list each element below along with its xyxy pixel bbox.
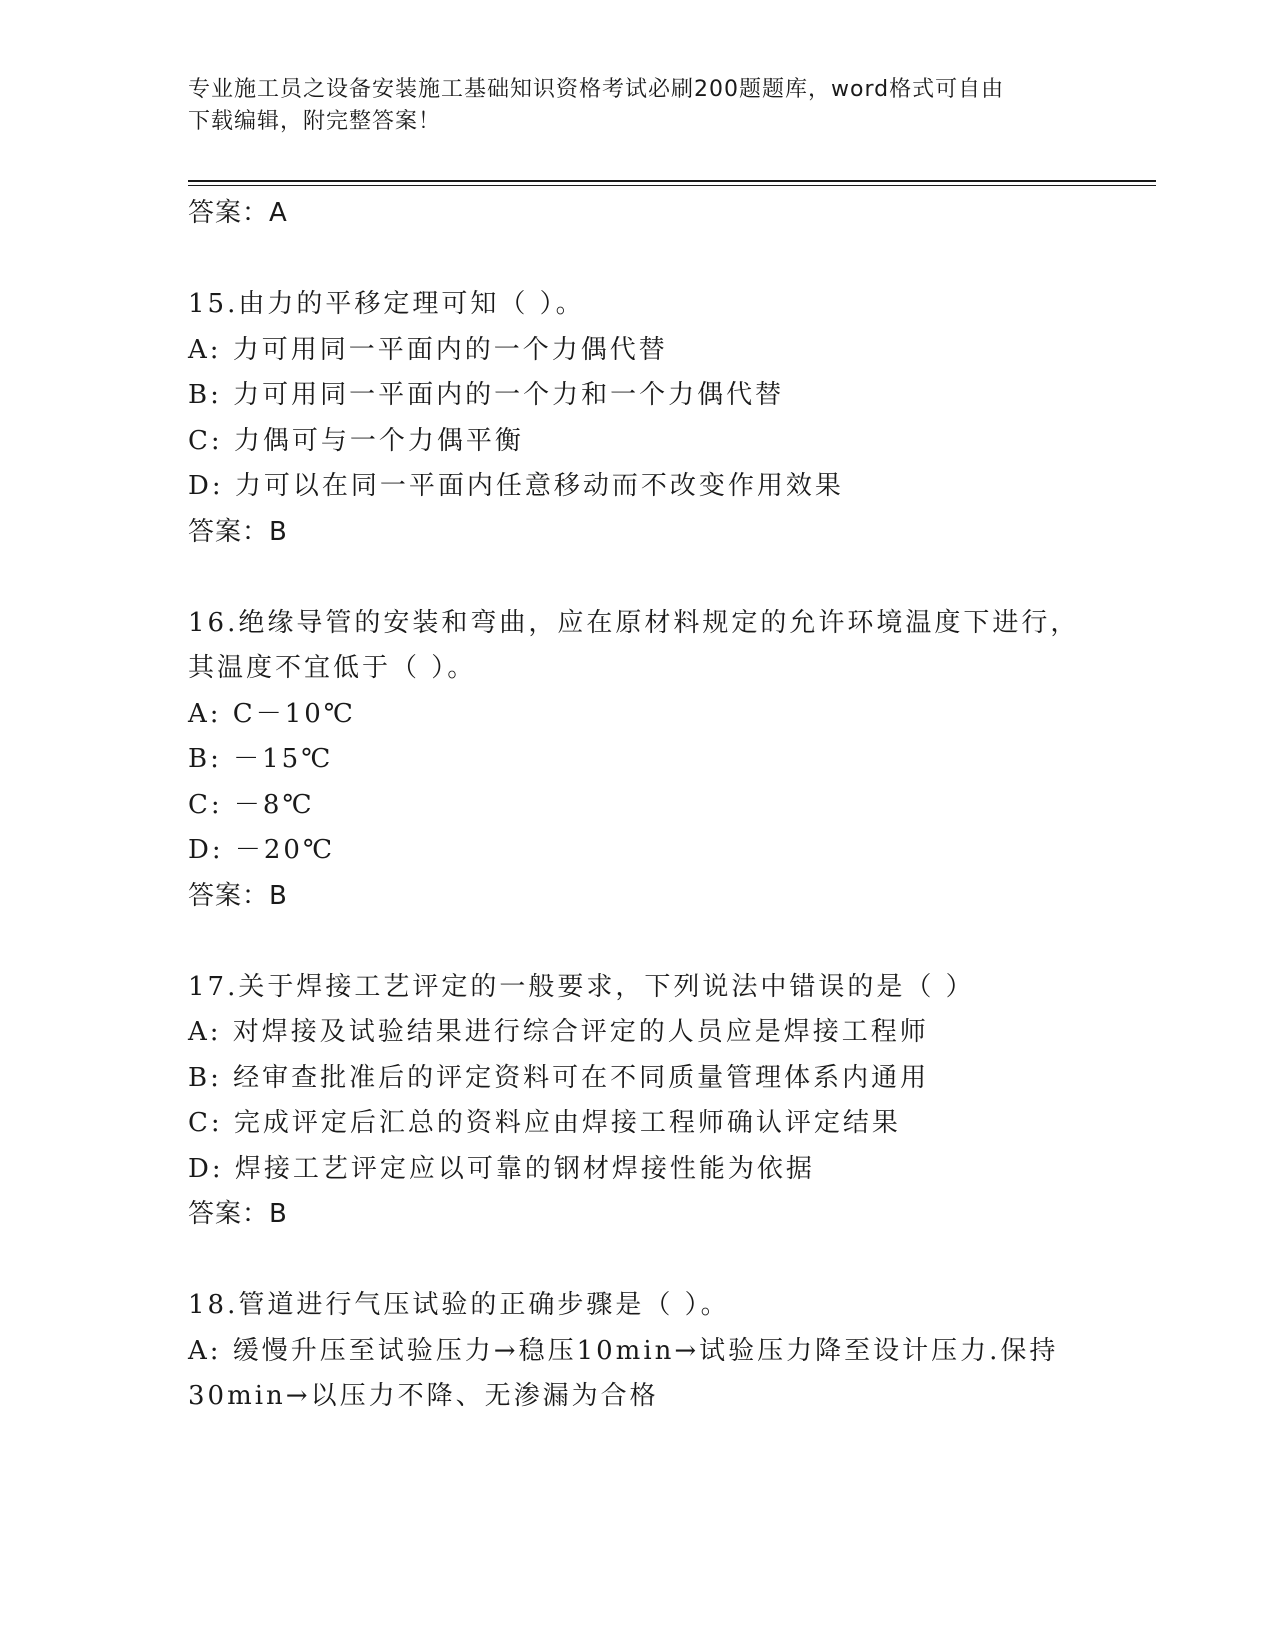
spacer — [188, 237, 1088, 283]
question-stem-continued: 其温度不宜低于（ ）。 — [188, 653, 477, 683]
option-b: B: 力可用同一平面内的一个力和一个力偶代替 — [188, 380, 785, 410]
option-d: D: 焊接工艺评定应以可靠的钢材焊接性能为依据 — [188, 1153, 815, 1184]
spacer — [188, 919, 1088, 965]
answer-label: 答案：B — [188, 880, 288, 911]
page-header — [188, 74, 1088, 138]
header-title-line-2: 下载编辑，附完整答案！ — [188, 109, 442, 134]
header-title-line-1: 专业施工员之设备安装施工基础知识资格考试必刷200题题库，word格式可自由 — [188, 77, 1005, 102]
option-a: A: 对焊接及试验结果进行综合评定的人员应是焊接工程师 — [188, 1017, 929, 1047]
option-c: C: 力偶可与一个力偶平衡 — [188, 425, 524, 456]
question-stem: 15.由力的平移定理可知（ ）。 — [188, 289, 585, 319]
header-divider-thick — [188, 180, 1156, 182]
option-b: B: 经审查批准后的评定资料可在不同质量管理体系内通用 — [188, 1062, 930, 1093]
answer-label: 答案：B — [188, 1199, 288, 1229]
option-c: C: －8℃ — [188, 789, 315, 820]
answer-label: 答案：A — [188, 198, 288, 228]
question-item — [188, 282, 1088, 555]
option-c: C: 完成评定后汇总的资料应由焊接工程师确认评定结果 — [188, 1108, 901, 1138]
question-item — [188, 965, 1088, 1238]
spacer — [188, 1238, 1088, 1284]
option-d: D: －20℃ — [188, 835, 336, 865]
option-a-continued: 30min→以压力不降、无渗漏为合格 — [188, 1381, 659, 1411]
header-divider-thin — [188, 185, 1156, 186]
option-b: B: －15℃ — [188, 744, 334, 774]
question-stem: 16.绝缘导管的安装和弯曲，应在原材料规定的允许环境温度下进行， — [188, 607, 1080, 638]
option-a: A: 缓慢升压至试验压力→稳压10min→试验压力降至设计压力.保持 — [188, 1335, 1059, 1366]
question-item — [188, 1283, 1088, 1420]
option-a: A: 力可用同一平面内的一个力偶代替 — [188, 334, 668, 365]
spacer — [188, 555, 1088, 601]
answer-label: 答案：B — [188, 516, 288, 547]
option-d: D: 力可以在同一平面内任意移动而不改变作用效果 — [188, 471, 844, 501]
question-stem: 18.管道进行气压试验的正确步骤是（ ）。 — [188, 1290, 730, 1320]
question-item — [188, 601, 1088, 920]
question-list — [188, 191, 1088, 1420]
option-a: A: C－10℃ — [188, 698, 356, 729]
question-stem: 17.关于焊接工艺评定的一般要求，下列说法中错误的是（ ） — [188, 971, 975, 1002]
